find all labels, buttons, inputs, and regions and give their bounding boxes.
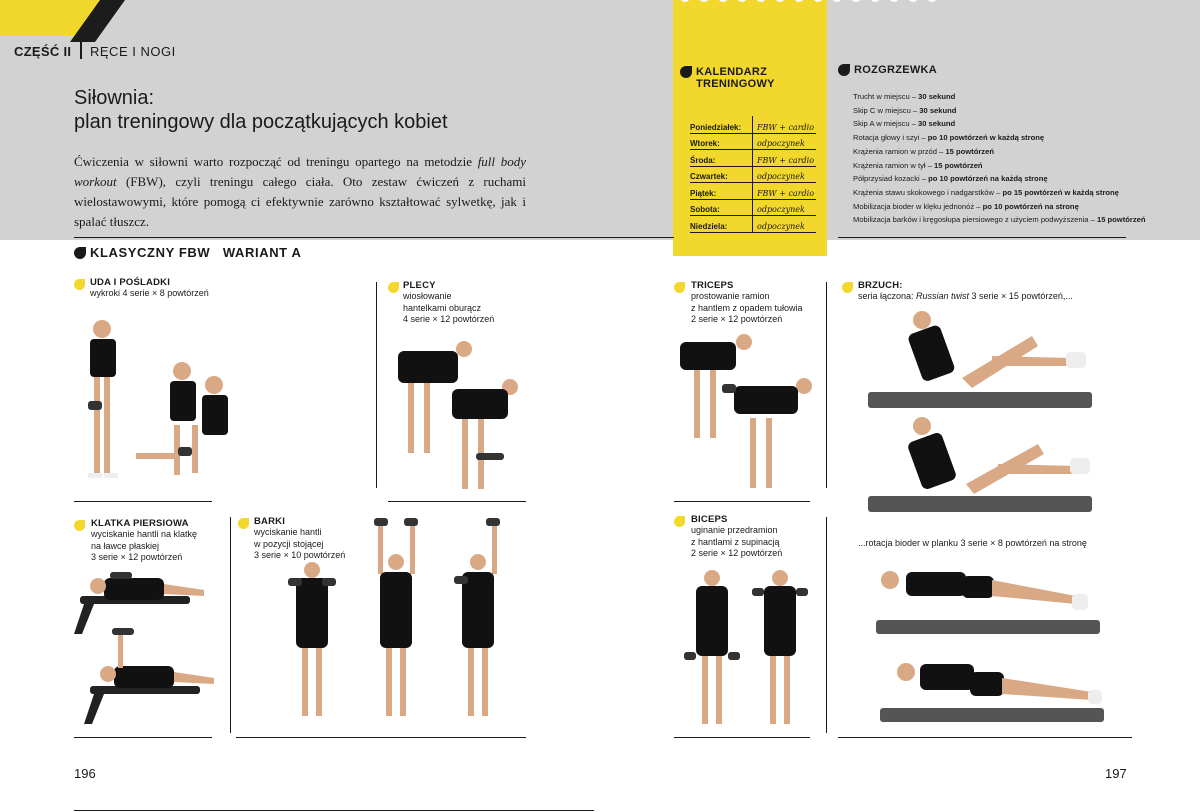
plank-photo xyxy=(866,556,1106,732)
exercise-shoulders xyxy=(238,516,346,560)
rule-triceps-abs xyxy=(826,282,827,488)
intro-text-2: (FBW), czyli treningu całego ciała. Oto zestaw ćwiczeń z ruchami wielostawowymi, które pomogą ci efektywnie zarówno kształtować sylwetkę, jak i spalać tłuszcz. xyxy=(74,174,526,229)
warmup-item xyxy=(853,159,1146,173)
exercise-desc: hantelkami oburącz xyxy=(403,302,482,313)
leaf-bullet-icon xyxy=(238,518,249,529)
part-title: RĘCE I NOGI xyxy=(90,44,176,59)
warmup-item-name: Skip C w miejscu – xyxy=(853,105,920,115)
leaf-bullet-icon xyxy=(74,520,85,531)
warmup-title: ROZGRZEWKA xyxy=(854,64,938,76)
warmup-item xyxy=(853,90,1146,104)
exercise-title: BARKI xyxy=(254,516,286,527)
rule-top-right xyxy=(838,237,1126,238)
warmup-item-dose: 30 sekund xyxy=(918,92,956,101)
calendar-binding-holes xyxy=(680,0,937,2)
calendar-day: Poniedziałek: xyxy=(690,122,742,132)
warmup-heading xyxy=(838,64,937,76)
calendar-day: Wtorek: xyxy=(690,139,720,148)
biceps-curl-photo xyxy=(680,564,820,730)
calendar-row xyxy=(690,200,816,217)
exercise-triceps xyxy=(674,280,803,324)
rule-bottom-left xyxy=(74,810,594,811)
russian-twist-photo xyxy=(862,306,1102,516)
exercise-desc: prostowanie ramion xyxy=(691,291,770,301)
exercise-desc: seria łączona: xyxy=(858,291,917,301)
title-line-2: plan treningowy dla początkujących kobiet xyxy=(74,111,448,133)
bench-press-photo xyxy=(74,570,219,732)
triceps-photo xyxy=(674,328,824,498)
overhead-press-photo xyxy=(282,516,506,728)
warmup-item-name: Mobilizacja bioder w klęku jednonóż – xyxy=(853,201,983,211)
rule-triceps xyxy=(674,501,810,502)
leaf-bullet-icon xyxy=(838,64,850,76)
warmup-item-name: Skip A w miejscu – xyxy=(853,119,918,129)
warmup-item-dose: po 10 powtórzeń na stronę xyxy=(982,201,1079,211)
exercise-desc: w pozycji stojącej xyxy=(254,538,324,549)
warmup-item xyxy=(853,145,1146,159)
section-title: KLASYCZNY FBW WARIANT A xyxy=(90,245,302,260)
calendar-day: Czwartek: xyxy=(690,172,728,181)
warmup-item-dose: 30 sekund xyxy=(918,119,956,129)
rule-chest xyxy=(74,737,212,738)
calendar-row xyxy=(690,216,816,233)
leaf-bullet-icon xyxy=(388,282,399,293)
lunge-photo xyxy=(74,305,244,495)
exercise-desc: uginanie przedramion xyxy=(691,525,778,535)
part-divider xyxy=(80,42,82,59)
rule-legs xyxy=(74,501,212,502)
row-photo xyxy=(388,335,538,495)
leaf-bullet-icon xyxy=(74,279,85,290)
exercise-back xyxy=(388,280,495,324)
warmup-item-dose: 15 powtórzeń xyxy=(934,160,983,170)
exercise-desc: 3 serie × 12 powtórzeń xyxy=(91,552,183,562)
page-title xyxy=(74,86,448,134)
exercise-desc: 2 serie × 12 powtórzeń xyxy=(691,548,783,558)
exercise-desc: wykroki 4 serie × 8 powtórzeń xyxy=(90,288,209,298)
warmup-list xyxy=(853,90,1146,227)
exercise-title: BRZUCH: xyxy=(858,280,903,291)
calendar-title-2: TRENINGOWY xyxy=(696,78,775,90)
warmup-item-name: Mobilizacja barków i kręgosłupa piersiowego z użyciem podwyższenia – xyxy=(853,215,1097,225)
exercise-chest xyxy=(74,518,198,562)
exercise-desc: wiosłowanie xyxy=(403,291,452,301)
exercise-desc: 4 serie × 12 powtórzeń xyxy=(403,314,495,324)
intro-text-1: Ćwiczenia w siłowni warto rozpocząć od treningu opartego na metodzie xyxy=(74,154,478,169)
calendar-row xyxy=(690,117,816,134)
leaf-bullet-icon xyxy=(74,247,86,259)
leaf-bullet-icon xyxy=(674,282,685,293)
leaf-bullet-icon xyxy=(680,66,692,78)
calendar-row xyxy=(690,183,816,200)
warmup-item-dose: 15 powtórzeń xyxy=(945,146,994,156)
exercise-desc: wyciskanie hantli xyxy=(254,527,322,537)
calendar-day: Piątek: xyxy=(690,188,717,198)
calendar-row xyxy=(690,134,816,151)
intro-paragraph xyxy=(74,152,526,232)
exercise-desc: 3 serie × 15 powtórzeń,... xyxy=(969,291,1073,301)
warmup-item-dose: 30 sekund xyxy=(919,105,957,115)
leaf-bullet-icon xyxy=(842,282,853,293)
warmup-item-name: Trucht w miejscu – xyxy=(853,92,919,101)
leaf-bullet-icon xyxy=(674,516,685,527)
warmup-item xyxy=(853,104,1146,118)
exercise-legs xyxy=(74,277,209,298)
rule-top-left xyxy=(74,237,674,238)
warmup-item-dose: 15 powtórzeń xyxy=(1096,215,1146,225)
warmup-item xyxy=(853,186,1146,200)
calendar-day: Środa: xyxy=(690,155,716,165)
rule-shoulders xyxy=(236,737,526,738)
warmup-item xyxy=(853,131,1146,145)
warmup-item xyxy=(853,117,1146,131)
warmup-item xyxy=(853,200,1146,214)
warmup-item-name: Rotacja głowy i szyi – xyxy=(853,133,928,143)
exercise-desc-em: Russian twist xyxy=(916,291,970,301)
rule-chest-shoulders xyxy=(230,517,231,733)
calendar-value: odpoczynek xyxy=(752,133,816,150)
exercise-title: KLATKA PIERSIOWA xyxy=(91,518,189,529)
exercise-desc: 3 serie × 10 powtórzeń xyxy=(254,550,346,560)
warmup-item-name: Krążenia ramion w przód – xyxy=(853,146,946,156)
warmup-item-name: Półprzysiad kozacki – xyxy=(853,174,929,184)
exercise-title: BICEPS xyxy=(691,514,728,525)
calendar-title-1: KALENDARZ xyxy=(696,66,768,78)
exercise-title: TRICEPS xyxy=(691,280,734,291)
calendar-day: Sobota: xyxy=(690,205,720,214)
page-number-right: 197 xyxy=(1105,766,1127,781)
calendar-value: FBW + cardio xyxy=(752,182,816,199)
calendar-value: odpoczynek xyxy=(752,166,816,183)
exercise-desc: na ławce płaskiej xyxy=(91,540,160,551)
warmup-item xyxy=(853,172,1146,186)
title-line-1: Siłownia: xyxy=(74,87,155,109)
exercise-plank: ...rotacja bioder w planku 3 serie × 8 powtórzeń na stronę xyxy=(858,538,1087,548)
calendar-row xyxy=(690,150,816,167)
exercise-title: PLECY xyxy=(403,280,436,291)
rule-back xyxy=(388,501,526,502)
calendar-value: odpoczynek xyxy=(752,215,816,232)
warmup-item xyxy=(853,213,1146,227)
calendar-table xyxy=(690,117,816,233)
page-number-left: 196 xyxy=(74,766,96,781)
rule-biceps-abs xyxy=(826,517,827,733)
exercise-desc: 2 serie × 12 powtórzeń xyxy=(691,314,783,324)
calendar-value: FBW + cardio xyxy=(752,116,816,133)
calendar-heading xyxy=(680,66,775,90)
exercise-desc: wyciskanie hantli na klatkę xyxy=(91,529,198,539)
exercise-desc: z hantlami z supinacją xyxy=(691,536,780,547)
warmup-item-dose: po 10 powtórzeń na każdą stronę xyxy=(928,174,1048,184)
section-heading xyxy=(74,245,301,260)
calendar-value: FBW + cardio xyxy=(752,149,816,166)
calendar-day: Niedziela: xyxy=(690,221,728,231)
rule-abs xyxy=(838,737,1132,738)
rule-biceps xyxy=(674,737,810,738)
warmup-item-dose: po 10 powtórzeń w każdą stronę xyxy=(927,133,1045,143)
calendar-value: odpoczynek xyxy=(752,199,816,216)
warmup-item-name: Krążenia stawu skokowego i nadgarstków – xyxy=(853,187,1003,197)
calendar-row xyxy=(690,167,816,184)
warmup-item-name: Krążenia ramion w tył – xyxy=(853,160,935,170)
part-label: CZĘŚĆ II xyxy=(14,44,72,59)
exercise-title: UDA I POŚLADKI xyxy=(90,277,171,288)
exercise-desc: z hantlem z opadem tułowia xyxy=(691,302,803,313)
intro-text-em: full body workout xyxy=(74,154,527,189)
exercise-biceps xyxy=(674,514,783,558)
exercise-abs xyxy=(842,280,1073,301)
warmup-item-dose: po 15 powtórzeń w każdą stronę xyxy=(1002,187,1119,197)
rule-legs-back xyxy=(376,282,377,488)
